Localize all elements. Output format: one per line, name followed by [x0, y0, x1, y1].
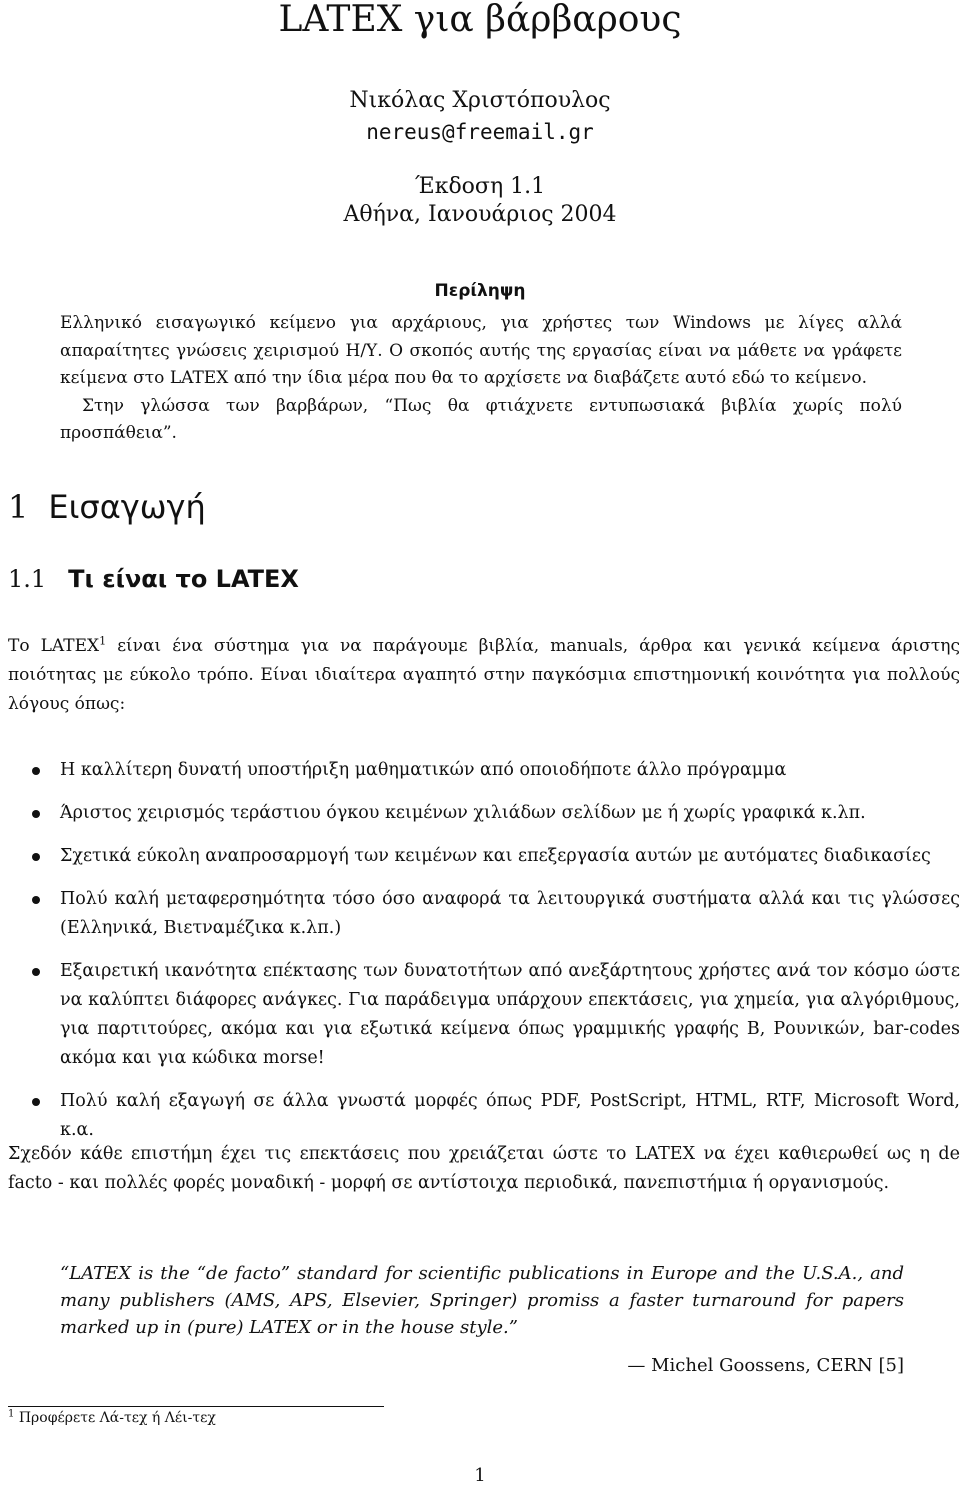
- edition: Έκδοση 1.1: [414, 174, 546, 199]
- bullet-icon: [32, 767, 40, 775]
- abstract-paragraph: Ελληνικό εισαγωγικό κείμενο για αρχάριους, για χρήστες των Windows με λίγες αλλά απαραίτητες γνώσεις χειρισμού Η/Υ. Ο σκοπός αυτής της εργασίας είναι να μάθετε να γράφετε κείμενα στο LATEX από την ίδια μέρα που θα το αρχίσετε να διαβάζετε αυτό εδώ το κείμενο.: [60, 313, 902, 388]
- abstract-paragraph: Στην γλώσσα των βαρβάρων, “Πως θα φτιάχνετε εντυπωσιακά βιβλία χωρίς πολύ προσπάθεια”.: [60, 395, 902, 443]
- author-email: nereus@freemail.gr: [366, 120, 594, 144]
- section-number: 1: [8, 488, 29, 526]
- bullet-icon: [32, 896, 40, 904]
- footnote-marker: 1: [99, 634, 107, 648]
- subsection-title: Τι είναι το LATEX: [68, 565, 299, 593]
- abstract-body: [60, 310, 902, 448]
- footnote: [8, 1410, 216, 1426]
- list-item: Πολύ καλή μεταφερσημότητα τόσο όσο αναφορά τα λειτουργικά συστήματα αλλά και τις γλώσσες (Ελληνικά, Βιετναμέζικα κ.λπ.): [8, 885, 960, 943]
- subsection-number: 1.1: [8, 565, 47, 593]
- section-title: Εισαγωγή: [48, 488, 206, 526]
- date-place: Αθήνα, Ιανουάριος 2004: [343, 202, 617, 227]
- page-number: 1: [474, 1465, 486, 1486]
- footnote-number: 1: [8, 1408, 15, 1420]
- bullet-icon: [32, 1098, 40, 1106]
- footnote-divider: [8, 1406, 384, 1407]
- bullet-icon: [32, 968, 40, 976]
- list-item: Η καλλίτερη δυνατή υποστήριξη μαθηματικών από οποιοδήποτε άλλο πρόγραμμα: [8, 756, 960, 785]
- list-item: Εξαιρετική ικανότητα επέκτασης των δυνατοτήτων από ανεξάρτητους χρήστες ανά τον κόσμο ώστε να καλύπτει διάφορες ανάγκες. Για παράδειγμα υπάρχουν επεκτάσεις, για χημεία, για αλγόριθμους, για παρτιτούρες, ακόμα και για εξωτικά κείμενα όπως γραμμικής γραφής Β, Ρουνικών, bar-codes ακόμα και για κώδικα morse!: [8, 957, 960, 1073]
- subsection-heading: [8, 565, 299, 593]
- list-item: Άριστος χειρισμός τεράστιου όγκου κειμένων χιλιάδων σελίδων με ή χωρίς γραφικά κ.λπ.: [8, 799, 960, 828]
- section-heading: [8, 488, 206, 526]
- footnote-text: Προφέρετε Λά-τεχ ή Λέι-τεχ: [18, 1410, 216, 1426]
- author-name: Νικόλας Χριστόπουλος: [349, 88, 611, 113]
- block-quote: “LATEX is the “de facto” standard for scientific publications in Europe and the U.S.A., and many publishers (AMS, APS, Elsevier, Springer) promiss a faster turnaround for papers marked up in (pure) LATEX or in the house style.”: [60, 1263, 904, 1338]
- abstract-heading: Περίληψη: [434, 281, 526, 301]
- list-item: Σχετικά εύκολη αναπροσαρμογή των κειμένων και επεξεργασία αυτών με αυτόματες διαδικασίες: [8, 842, 960, 871]
- intro-text-start: Το LATEX: [8, 636, 100, 656]
- intro-text-rest: είναι ένα σύστημα για να παράγουμε βιβλία, manuals, άρθρα και γενικά κείμενα άριστης ποιότητας με εύκολο τρόπο. Είναι ιδιαίτερα αγαπητό στην παγκόσμια επιστημονική κοινότητα για πολλούς λόγους όπως:: [8, 636, 960, 714]
- bullet-icon: [32, 810, 40, 818]
- feature-list: [8, 756, 960, 1159]
- list-item: Πολύ καλή εξαγωγή σε άλλα γνωστά μορφές όπως PDF, PostScript, HTML, RTF, Microsoft Word, κ.α.: [8, 1087, 960, 1145]
- intro-paragraph: [8, 632, 960, 719]
- document-title: LATEX για βάρβαρους: [278, 0, 682, 40]
- quote-attribution: — Michel Goossens, CERN [5]: [627, 1355, 904, 1376]
- closing-paragraph: Σχεδόν κάθε επιστήμη έχει τις επεκτάσεις που χρειάζεται ώστε το LATEX να έχει καθιερωθεί ως η de facto - και πολλές φορές μοναδική - μορφή σε αντίστοιχα περιοδικά, πανεπιστήμια ή οργανισμούς.: [8, 1144, 960, 1193]
- bullet-icon: [32, 853, 40, 861]
